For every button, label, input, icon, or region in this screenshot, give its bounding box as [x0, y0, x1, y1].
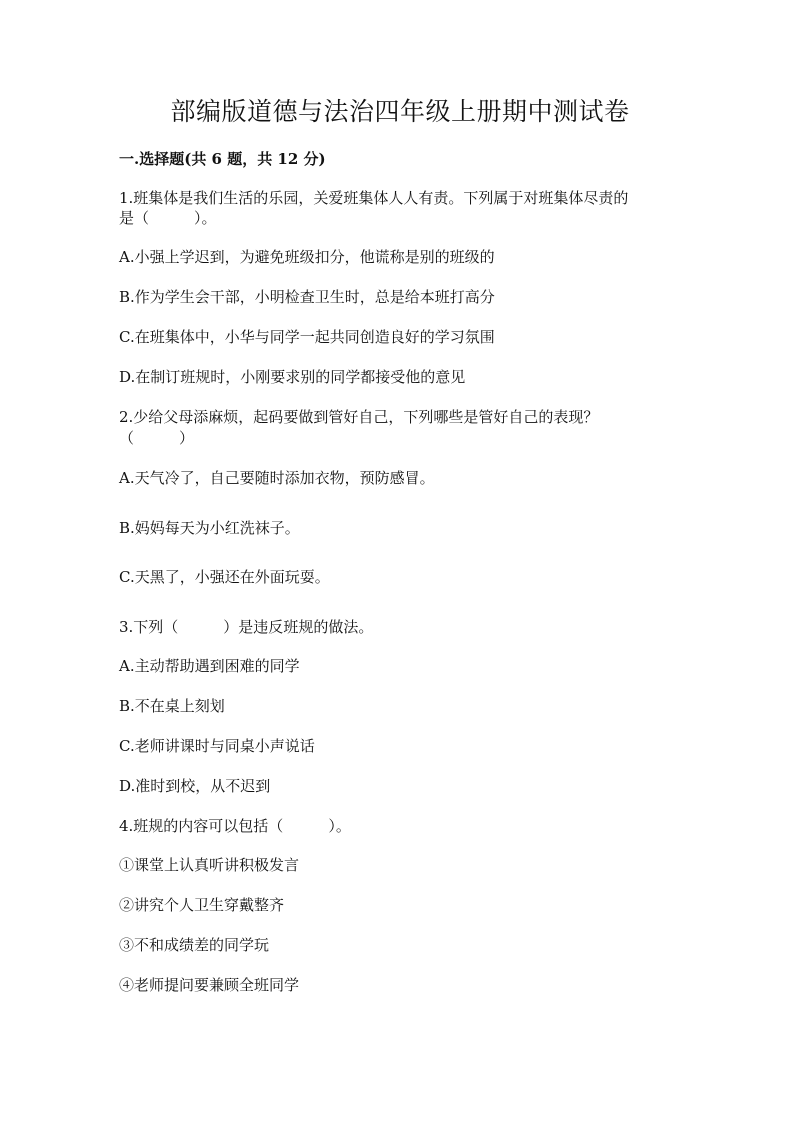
question-2-stem-line-1: 2.少给父母添麻烦，起码要做到管好自己，下列哪些是管好自己的表现？: [119, 408, 599, 426]
question-2-option-a: A.天气冷了，自己要随时添加衣物，预防感冒。: [119, 469, 435, 487]
question-2-option-b: B.妈妈每天为小红洗袜子。: [119, 519, 300, 537]
question-2-stem-line-2: （ ）: [119, 429, 195, 447]
question-4-stem: 4.班规的内容可以包括（ ）。: [119, 817, 351, 835]
section-heading: 一.选择题(共 6 题，共 12 分): [119, 150, 326, 168]
question-1-stem-line-2: 是（ ）。: [119, 209, 217, 227]
question-4-item-3: ③不和成绩差的同学玩: [119, 936, 270, 954]
question-3-option-a: A.主动帮助遇到困难的同学: [119, 657, 300, 675]
question-4-item-1: ①课堂上认真听讲积极发言: [119, 856, 300, 874]
question-3-option-c: C.老师讲课时与同桌小声说话: [119, 737, 315, 755]
question-1-option-c: C.在班集体中，小华与同学一起共同创造良好的学习氛围: [119, 328, 495, 346]
question-2-option-c: C.天黑了，小强还在外面玩耍。: [119, 568, 330, 586]
question-4-item-4: ④老师提问要兼顾全班同学: [119, 976, 300, 994]
question-1-option-b: B.作为学生会干部，小明检查卫生时，总是给本班打高分: [119, 288, 495, 306]
question-3-option-d: D.准时到校，从不迟到: [119, 777, 271, 795]
question-4-item-2: ②讲究个人卫生穿戴整齐: [119, 896, 285, 914]
question-1-option-a: A.小强上学迟到，为避免班级扣分，他谎称是别的班级的: [119, 248, 495, 266]
question-1-option-d: D.在制订班规时，小刚要求别的同学都接受他的意见: [119, 368, 466, 386]
question-3-option-b: B.不在桌上刻划: [119, 697, 225, 715]
exam-title: 部编版道德与法治四年级上册期中测试卷: [170, 97, 630, 126]
question-1-stem-line-1: 1.班集体是我们生活的乐园，关爱班集体人人有责。下列属于对班集体尽责的: [119, 189, 629, 207]
question-3-stem: 3.下列（ ）是违反班规的做法。: [119, 618, 374, 636]
